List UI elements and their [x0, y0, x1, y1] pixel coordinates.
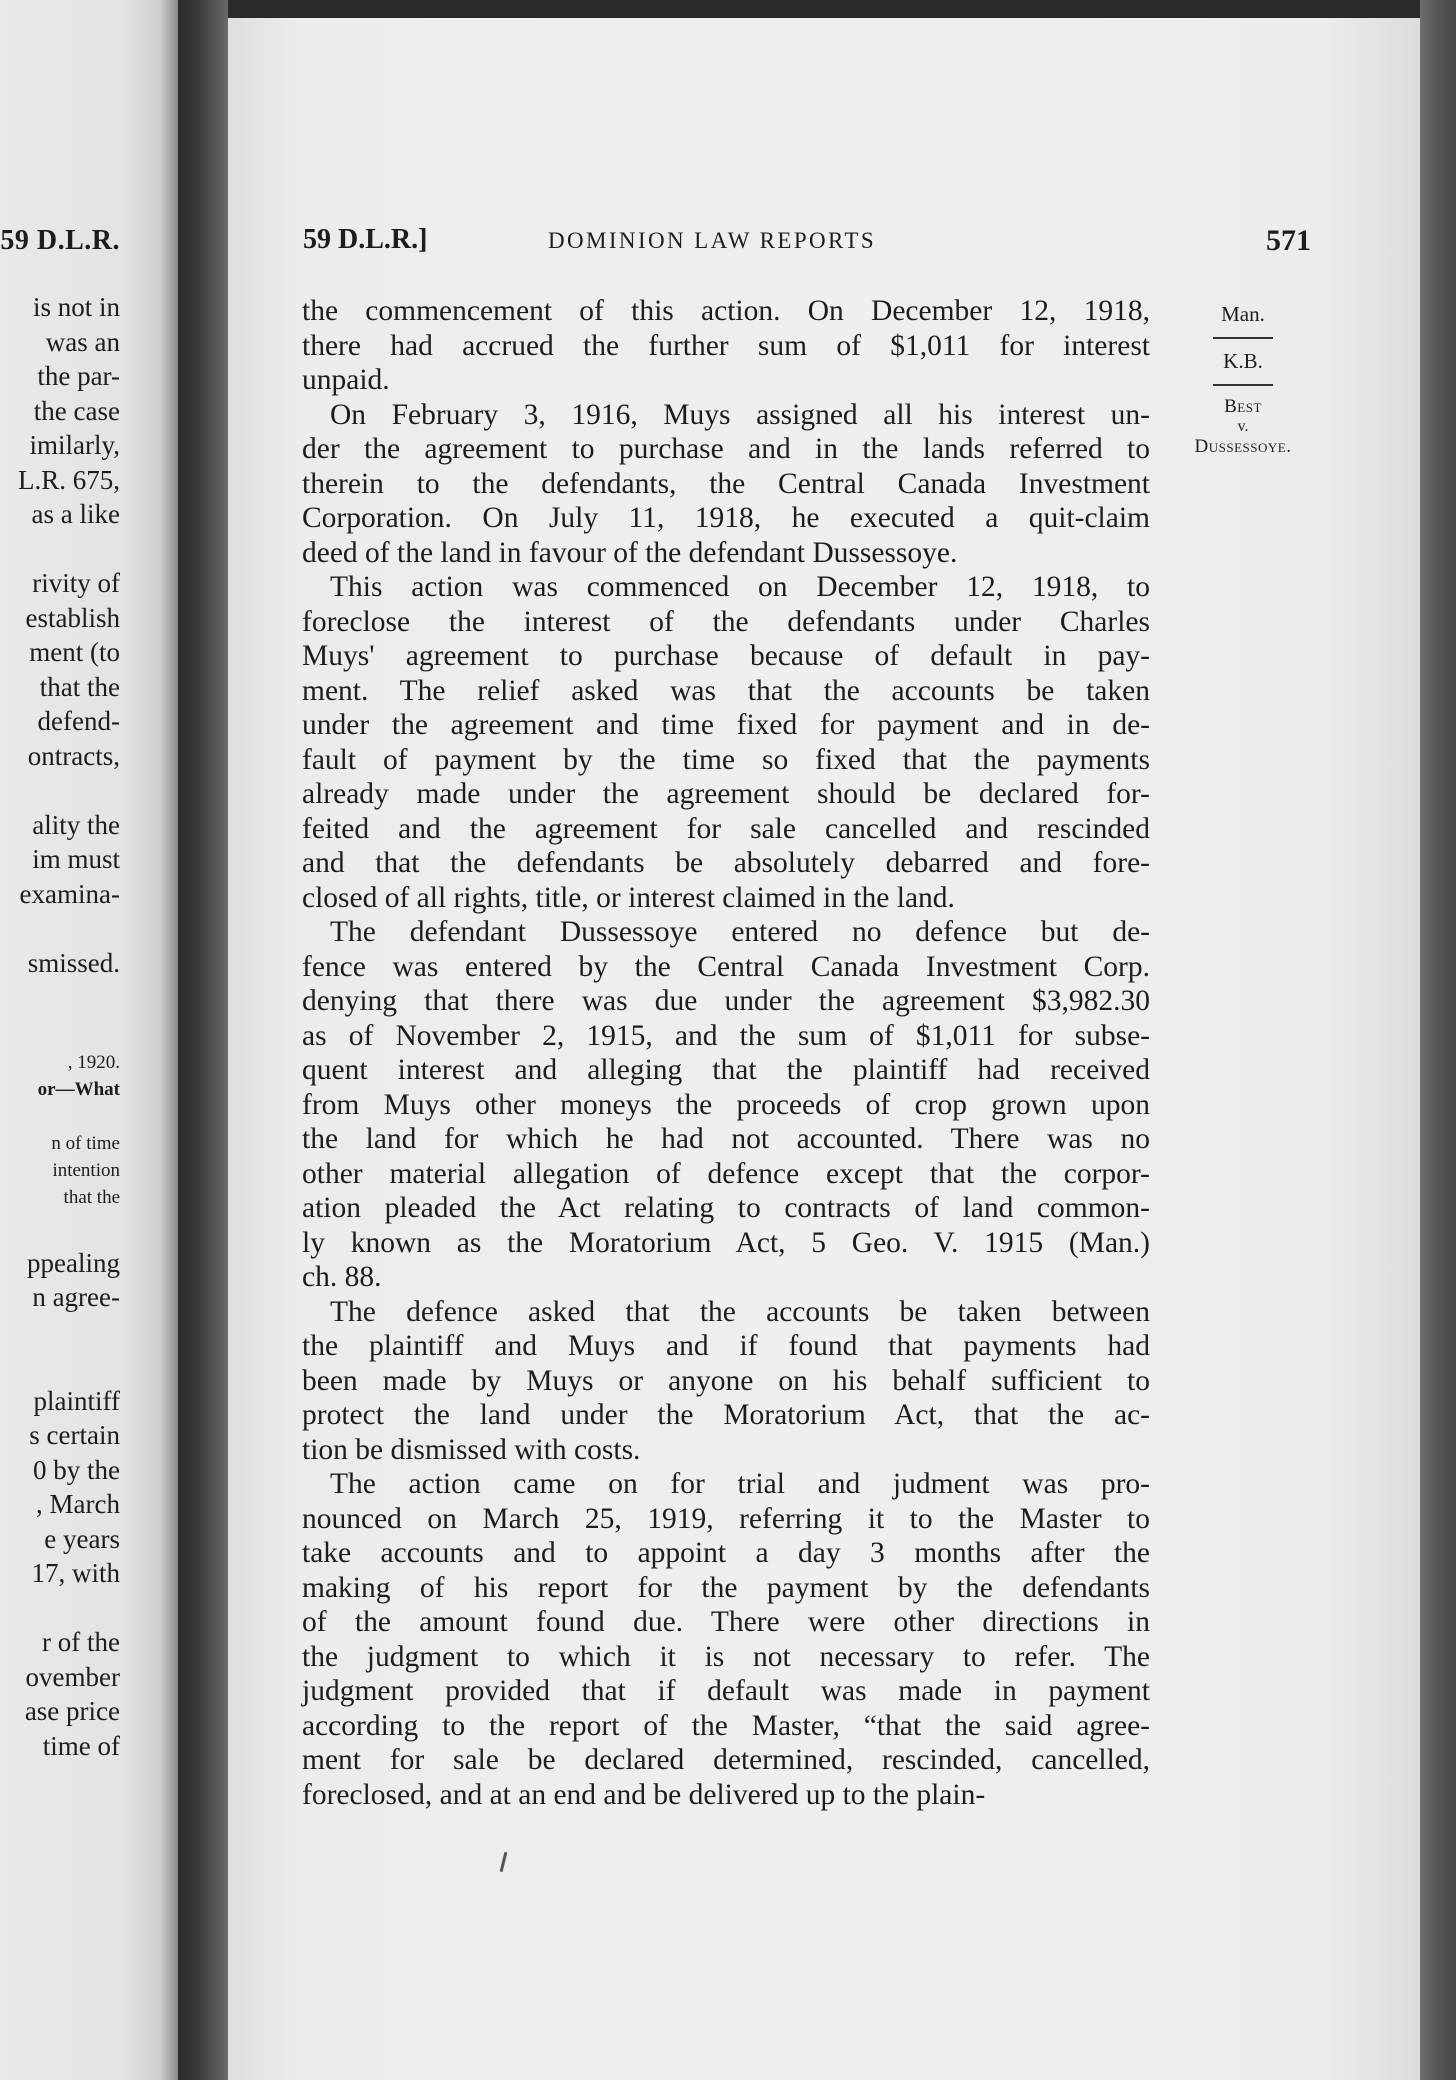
previous-page-line: ase price [24, 1696, 120, 1726]
text-line: ment. The relief asked was that the accounts be taken [302, 674, 1150, 707]
text-line: Corporation. On July 11, 1918, he executed a quit-claim [302, 502, 1150, 534]
book-gutter [178, 0, 228, 2080]
text-line: The defence asked that the accounts be taken between [330, 1295, 1150, 1328]
previous-page-headnote-line: intention [52, 1160, 120, 1181]
text-line: protect the land under the Moratorium Act, that the ac- [302, 1399, 1150, 1431]
text-line: ch. 88. [302, 1261, 382, 1293]
previous-page-line: ovember [25, 1661, 120, 1692]
previous-page-line: plaintiff [33, 1385, 120, 1416]
previous-page-line [18, 1211, 120, 1246]
volume-reference: 59 D.L.R.] [303, 224, 428, 255]
previous-page-line: establish [25, 602, 120, 633]
body-text [302, 294, 1150, 1812]
text-line: foreclose the interest of the defendants under Charles [302, 605, 1150, 638]
previous-page-text [18, 290, 120, 1763]
previous-page-strip [0, 0, 178, 2080]
text-line: denying that there was due under the agreement $3,982.30 [302, 985, 1150, 1017]
text-line: ly known as the Moratorium Act, 5 Geo. V. 1915 (Man.) [302, 1226, 1150, 1259]
text-line: fault of payment by the time so fixed that the payments [302, 743, 1150, 776]
text-line: The action came on for trial and judment was pro- [330, 1468, 1150, 1500]
previous-page-line [18, 773, 120, 808]
text-line: and that the defendants be absolutely debarred and fore- [302, 847, 1150, 879]
previous-page-line: time of [42, 1730, 120, 1761]
previous-page-line [18, 1315, 120, 1350]
text-line: under the agreement and time fixed for payment and in de- [302, 709, 1150, 741]
side-note-plaintiff: Best [1224, 396, 1262, 417]
previous-page-line: examina- [19, 878, 120, 909]
previous-page-headnote-line: n of time [51, 1133, 120, 1154]
text-line: ation pleaded the Act relating to contracts of land common- [302, 1192, 1150, 1224]
running-header [303, 224, 1311, 264]
page-edge [1420, 0, 1456, 2080]
previous-page-line: s certain [29, 1420, 120, 1450]
case-side-note [1168, 302, 1318, 458]
text-line: of the amount found due. There were other directions in [302, 1606, 1150, 1638]
text-line: there had accrued the further sum of $1,011 for interest [302, 329, 1150, 362]
paragraph [302, 570, 1150, 915]
previous-page-line [18, 980, 120, 1015]
text-line: the land for which he had not accounted. There was no [302, 1123, 1150, 1155]
text-line: foreclosed, and at an end and be delivered up to the plain- [302, 1778, 986, 1811]
text-line: take accounts and to appoint a day 3 months after the [302, 1537, 1150, 1569]
previous-page-line: im must [32, 844, 120, 874]
paragraph [302, 398, 1150, 571]
side-note-defendant: Dussessoye. [1194, 436, 1292, 457]
side-note-divider [1213, 337, 1273, 339]
previous-page-line: r of the [42, 1627, 120, 1657]
previous-page-line: L.R. 675, [17, 464, 120, 495]
previous-page-headnote-line: or—What [37, 1079, 120, 1100]
text-line: according to the report of the Master, “that the said agree- [302, 1709, 1150, 1742]
previous-page-line: rivity of [32, 568, 120, 598]
paragraph [302, 1467, 1150, 1812]
text-line: The defendant Dussessoye entered no defence but de- [330, 916, 1150, 948]
publication-title: DOMINION LAW REPORTS [548, 228, 877, 253]
previous-page-headnote-line: that the [63, 1187, 120, 1208]
text-line: therein to the defendants, the Central Canada Investment [302, 467, 1150, 500]
previous-page-line: e years [44, 1523, 120, 1554]
text-line: been made by Muys or anyone on his behalf sufficient to [302, 1364, 1150, 1397]
previous-page-line: ment (to [29, 637, 120, 667]
paragraph [302, 1295, 1150, 1468]
side-note-province: Man. [1221, 302, 1265, 326]
text-line: other material allegation of defence except that the corpor- [302, 1157, 1150, 1190]
previous-page-line: ontracts, [27, 740, 120, 771]
text-line: der the agreement to purchase and in the lands referred to [302, 433, 1150, 465]
previous-page-line: was an [45, 326, 120, 357]
previous-page-line: as a like [31, 499, 120, 529]
text-line: nounced on March 25, 1919, referring it to the Master to [302, 1502, 1150, 1535]
previous-page-line: the par- [37, 361, 120, 391]
text-line: fence was entered by the Central Canada Investment Corp. [302, 950, 1150, 983]
previous-page-line: defend- [37, 706, 120, 736]
paragraph [302, 915, 1150, 1295]
text-line: the judgment to which it is not necessary to refer. The [302, 1640, 1150, 1673]
text-line: as of November 2, 1915, and the sum of $1,011 for subse- [302, 1019, 1150, 1052]
text-line: This action was commenced on December 12, 1918, to [330, 571, 1150, 603]
text-line: the plaintiff and Muys and if found that payments had [302, 1330, 1150, 1362]
previous-page-line: ality the [32, 809, 120, 840]
text-line: quent interest and alleging that the plaintiff had received [302, 1054, 1150, 1086]
text-line: On February 3, 1916, Muys assigned all his interest un- [330, 398, 1150, 431]
text-line: feited and the agreement for sale cancelled and rescinded [302, 812, 1150, 845]
previous-page-line [18, 1591, 120, 1626]
text-line: tion be dismissed with costs. [302, 1433, 641, 1466]
text-line: from Muys other moneys the proceeds of crop grown upon [302, 1088, 1150, 1121]
previous-page-line: smissed. [27, 947, 120, 978]
previous-page-line: imilarly, [29, 430, 120, 460]
previous-page-line [18, 911, 120, 946]
previous-page-line: the case [33, 395, 120, 426]
previous-page-line: n agree- [32, 1282, 120, 1312]
previous-page-headnote-line [18, 1103, 120, 1130]
previous-page-line: ppealing [27, 1247, 120, 1278]
previous-page-line: that the [39, 671, 120, 702]
previous-page-line: 17, with [31, 1558, 120, 1588]
text-line: unpaid. [302, 364, 390, 396]
text-line: the commencement of this action. On December 12, 1918, [302, 295, 1150, 327]
side-note-versus: v. [1237, 418, 1249, 435]
paragraph [302, 294, 1150, 398]
text-line: Muys' agreement to purchase because of default in pay- [302, 640, 1150, 672]
text-line: already made under the agreement should be declared for- [302, 778, 1150, 810]
text-line: judgment provided that if default was made in payment [302, 1675, 1150, 1707]
previous-page-header: 59 D.L.R. [0, 225, 120, 256]
text-line: ment for sale be declared determined, rescinded, cancelled, [302, 1744, 1150, 1776]
page-number: 571 [1266, 224, 1311, 257]
side-note-court: K.B. [1223, 349, 1263, 373]
previous-page-line: , March [36, 1489, 120, 1519]
previous-page-headnote-line: , 1920. [67, 1052, 120, 1073]
previous-page-line [18, 1015, 120, 1050]
text-line: deed of the land in favour of the defendant Dussessoye. [302, 536, 958, 569]
side-note-divider [1213, 384, 1273, 386]
text-line: making of his report for the payment by the defendants [302, 1571, 1150, 1604]
previous-page-line [18, 1349, 120, 1384]
previous-page-line: 0 by the [33, 1454, 120, 1485]
text-line: closed of all rights, title, or interest claimed in the land. [302, 881, 955, 914]
previous-page-line [18, 532, 120, 567]
previous-page-line: is not in [32, 292, 120, 322]
